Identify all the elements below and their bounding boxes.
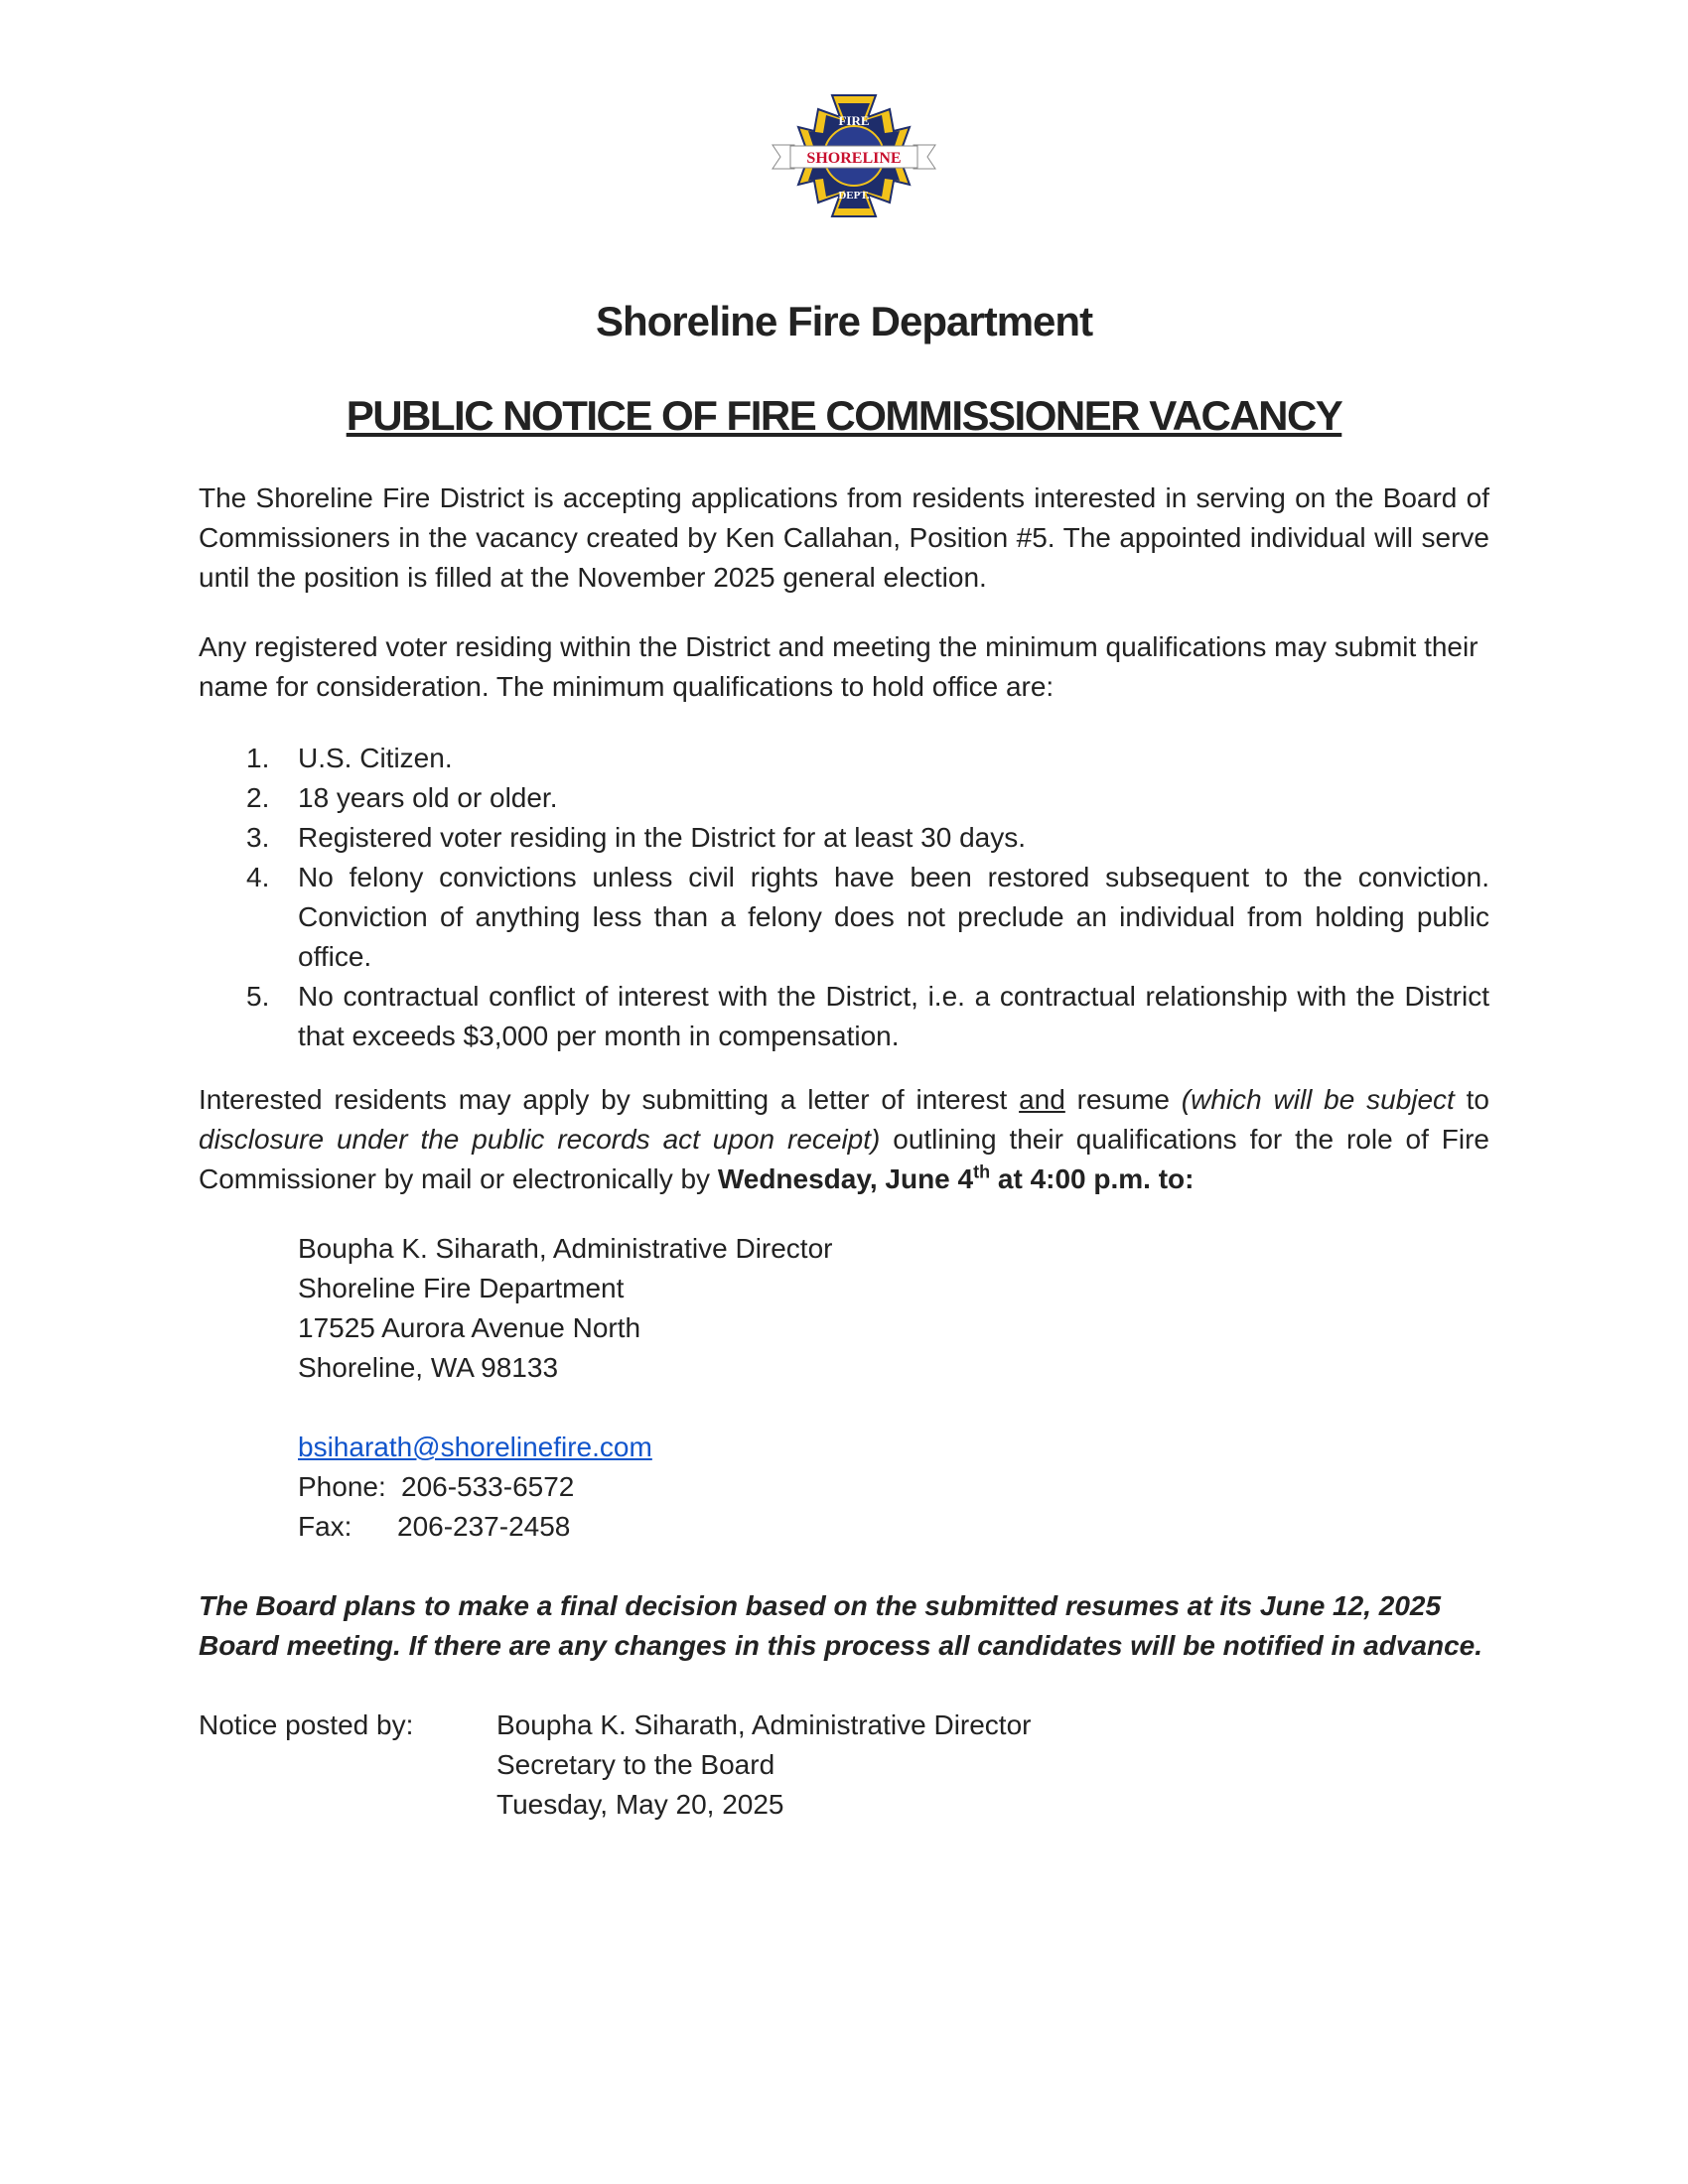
notice-title: PUBLIC NOTICE OF FIRE COMMISSIONER VACANCY [346, 392, 1342, 439]
shoreline-fire-logo [765, 91, 943, 220]
list-item: 4. No felony convictions unless civil rights have been restored subsequent to the conviction. Conviction of anything less than a felony does not preclude an individual from holding public office. [246, 862, 1489, 972]
list-item: 1. U.S. Citizen. [246, 743, 453, 773]
email-link[interactable]: bsiharath@shorelinefire.com [298, 1432, 652, 1462]
list-item: 5. No contractual conflict of interest with the District, i.e. a contractual relationship with the District that exceeds $3,000 per month in compensation. [246, 981, 1489, 1051]
eligibility-paragraph: Any registered voter residing within the District and meeting the minimum qualifications may submit their name for consideration. The minimum qualifications to hold office are: [199, 631, 1478, 702]
logo-top-text: FIRE [838, 113, 870, 128]
mailing-address: Boupha K. Siharath, Administrative Director Shoreline Fire Department 17525 Aurora Avenue North Shoreline, WA 98133 [298, 1233, 833, 1383]
application-paragraph: Interested residents may apply by submitting a letter of interest and resume (which will be subject to disclosure under the public records act upon receipt) outlining their qualifications for the role of Fire Commissioner by mail or electronically by Wednesday, June 4th at 4:00 p.m. to: [199, 1084, 1489, 1194]
list-item: 2. 18 years old or older. [246, 782, 558, 813]
closing-statement: The Board plans to make a final decision based on the submitted resumes at its June 12, 2025 Board meeting. If there are any changes in this process all candidates will be notified in advance. [199, 1590, 1483, 1661]
department-name: Shoreline Fire Department [595, 298, 1093, 344]
document-page: FIRE SHORELINE DEPT. Shoreline Fire Department PUBLIC NOTICE OF FIRE COMMISSIONER VACANCY The Shoreline Fire District is accepting applications from residents interested in serving on the Board of Commissioners in the vacancy created by Ken Callahan, Position #5. The appointed individual will serve until the position is filled at the November 2025 general election. Any registered voter residing within the District and meeting the minimum qualifications may submit their name for consideration. The minimum qualifications to hold office are: 1. U.S. Citizen. 2. 18 years old or older. 3. Registered voter residing in the District for at least 30 days. 4. No felony convictions unless civil rights have been restored subsequent to the conviction. Conviction of anything less than a felony does not preclude an individual from holding public office. 5. No contractual conflict of interest with the District, i.e. a contractual relationship with the District that exceeds $3,000 per month in compensation. Interested residents may apply by submitting a letter of interest and resume (which will be subject to disclosure under the public records act upon receipt) outlining their qualifications for the role of Fire Commissioner by mail or electronically by Wednesday, June 4th at 4:00 p.m. to: Boupha K. Siharath, Administrative Director Shoreline Fire Department 17525 Aurora Avenue North Shoreline, WA 98133 bsiharath@shorelinefire.com Phone: 206-533-6572 Fax: 206-237-2458 The Board plans to make a final decision based on the submitted resumes at its June 12, 2025 Board meeting. If there are any changes in this process all candidates will be notified in advance. Notice posted by: Boupha K. Siharath, Administrative Director Secretary to the Board Tuesday, May 20, 2025 [0, 0, 1688, 2184]
list-item: 3. Registered voter residing in the District for at least 30 days. [246, 822, 1027, 853]
logo-bottom-text: DEPT. [838, 190, 870, 202]
logo-banner-text: SHORELINE [806, 150, 902, 167]
fax-number: 206-237-2458 [397, 1511, 571, 1542]
qualifications-list [199, 739, 1489, 1056]
phone-number: 206-533-6572 [401, 1471, 575, 1502]
intro-paragraph: The Shoreline Fire District is accepting applications from residents interested in serving on the Board of Commissioners in the vacancy created by Ken Callahan, Position #5. The appointed individual will serve until the position is filled at the November 2025 general election. [199, 482, 1489, 593]
deadline-text: Wednesday, June 4 [717, 1163, 974, 1194]
contact-info: bsiharath@shorelinefire.com Phone: 206-533-6572 Fax: 206-237-2458 [298, 1428, 652, 1547]
